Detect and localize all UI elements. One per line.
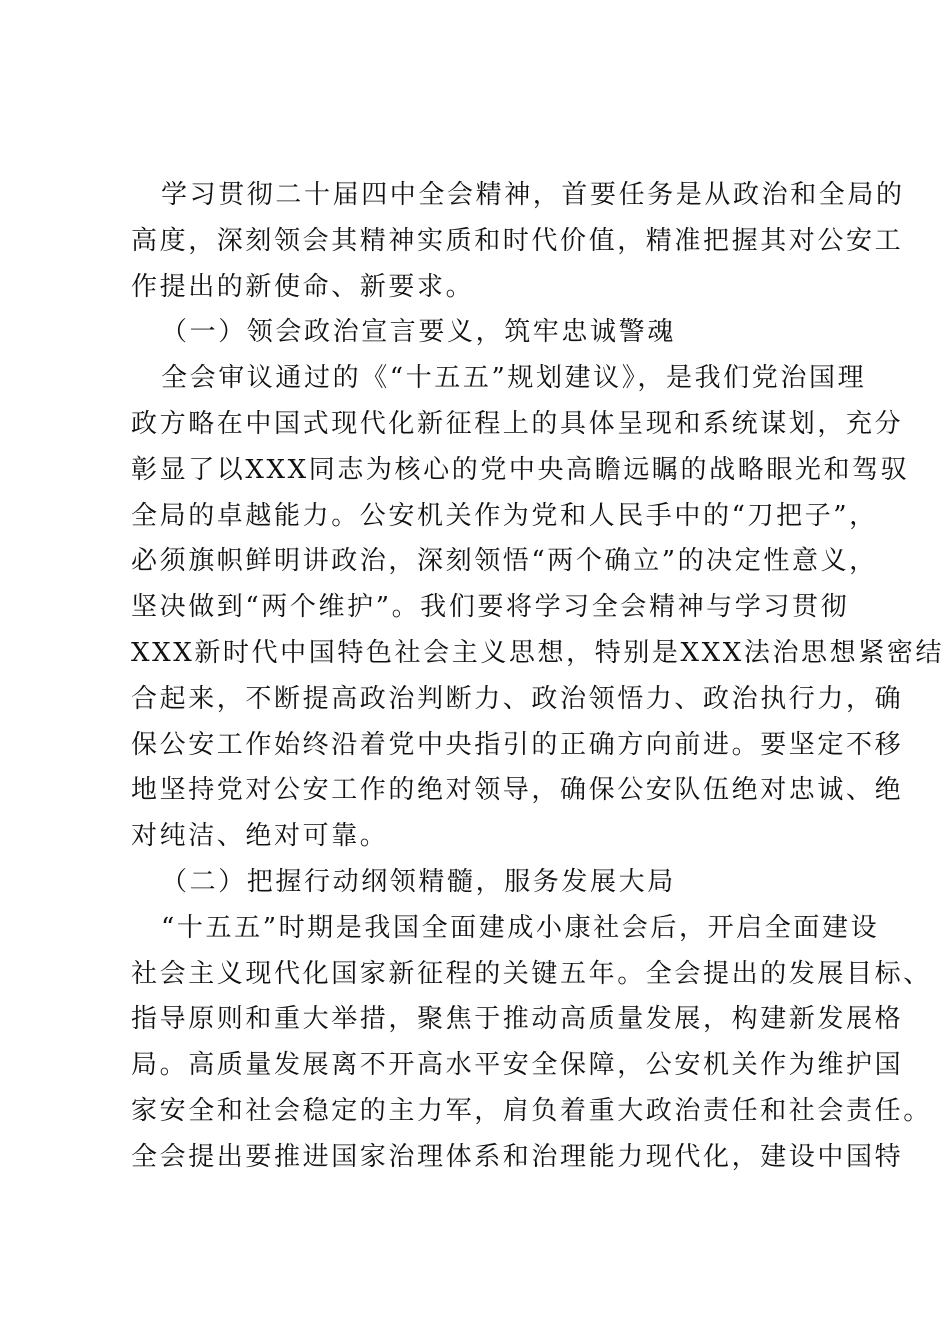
text-line: 坚决做到“两个维护”。我们要将学习全会精神与学习贯彻 xyxy=(131,592,850,623)
text-line: 合起来，不断提高政治判断力、政治领悟力、政治执行力，确 xyxy=(131,683,904,714)
section-heading: （一）领会政治宣言要义，筑牢忠诚警魂 xyxy=(161,317,676,348)
text-line: 保公安工作始终沿着党中央指引的正确方向前进。要坚定不移 xyxy=(131,729,904,760)
text-line: 彰显了以XXX同志为核心的党中央高瞻远瞩的战略眼光和驾驭 xyxy=(131,454,910,485)
text-line: 学习贯彻二十届四中全会精神，首要任务是从政治和全局的 xyxy=(161,180,905,210)
text-line: XXX新时代中国特色社会主义思想，特别是XXX法治思想紧密结 xyxy=(131,637,945,668)
text-line: 家安全和社会稳定的主力军，肩负着重大政治责任和社会责任。 xyxy=(131,1095,932,1126)
text-line: 局。高质量发展离不开高水平安全保障，公安机关作为维护国 xyxy=(131,1050,904,1081)
text-line: 作提出的新使命、新要求。 xyxy=(131,271,475,302)
text-line: 政方略在中国式现代化新征程上的具体呈现和系统谋划，充分 xyxy=(131,408,904,439)
text-line: 全会提出要推进国家治理体系和治理能力现代化，建设中国特 xyxy=(131,1141,904,1172)
document-body xyxy=(131,173,945,1181)
text-line: 指导原则和重大举措，聚焦于推动高质量发展，构建新发展格 xyxy=(131,1004,904,1035)
text-line: 地坚持党对公安工作的绝对领导，确保公安队伍绝对忠诚、绝 xyxy=(131,775,904,806)
section-heading: （二）把握行动纲领精髓，服务发展大局 xyxy=(161,866,676,897)
text-line: 高度，深刻领会其精神实质和时代价值，精准把握其对公安工 xyxy=(131,225,904,256)
text-line: 社会主义现代化国家新征程的关键五年。全会提出的发展目标、 xyxy=(131,958,932,989)
text-line: 对纯洁、绝对可靠。 xyxy=(131,821,389,852)
text-line: 全会审议通过的《“十五五”规划建议》，是我们党治国理 xyxy=(161,363,867,394)
text-line: “十五五”时期是我国全面建成小康社会后，开启全面建设 xyxy=(161,912,880,943)
text-line: 全局的卓越能力。公安机关作为党和人民手中的“刀把子”， xyxy=(131,500,878,531)
text-line: 必须旗帜鲜明讲政治，深刻领悟“两个确立”的决定性意义， xyxy=(131,546,878,577)
